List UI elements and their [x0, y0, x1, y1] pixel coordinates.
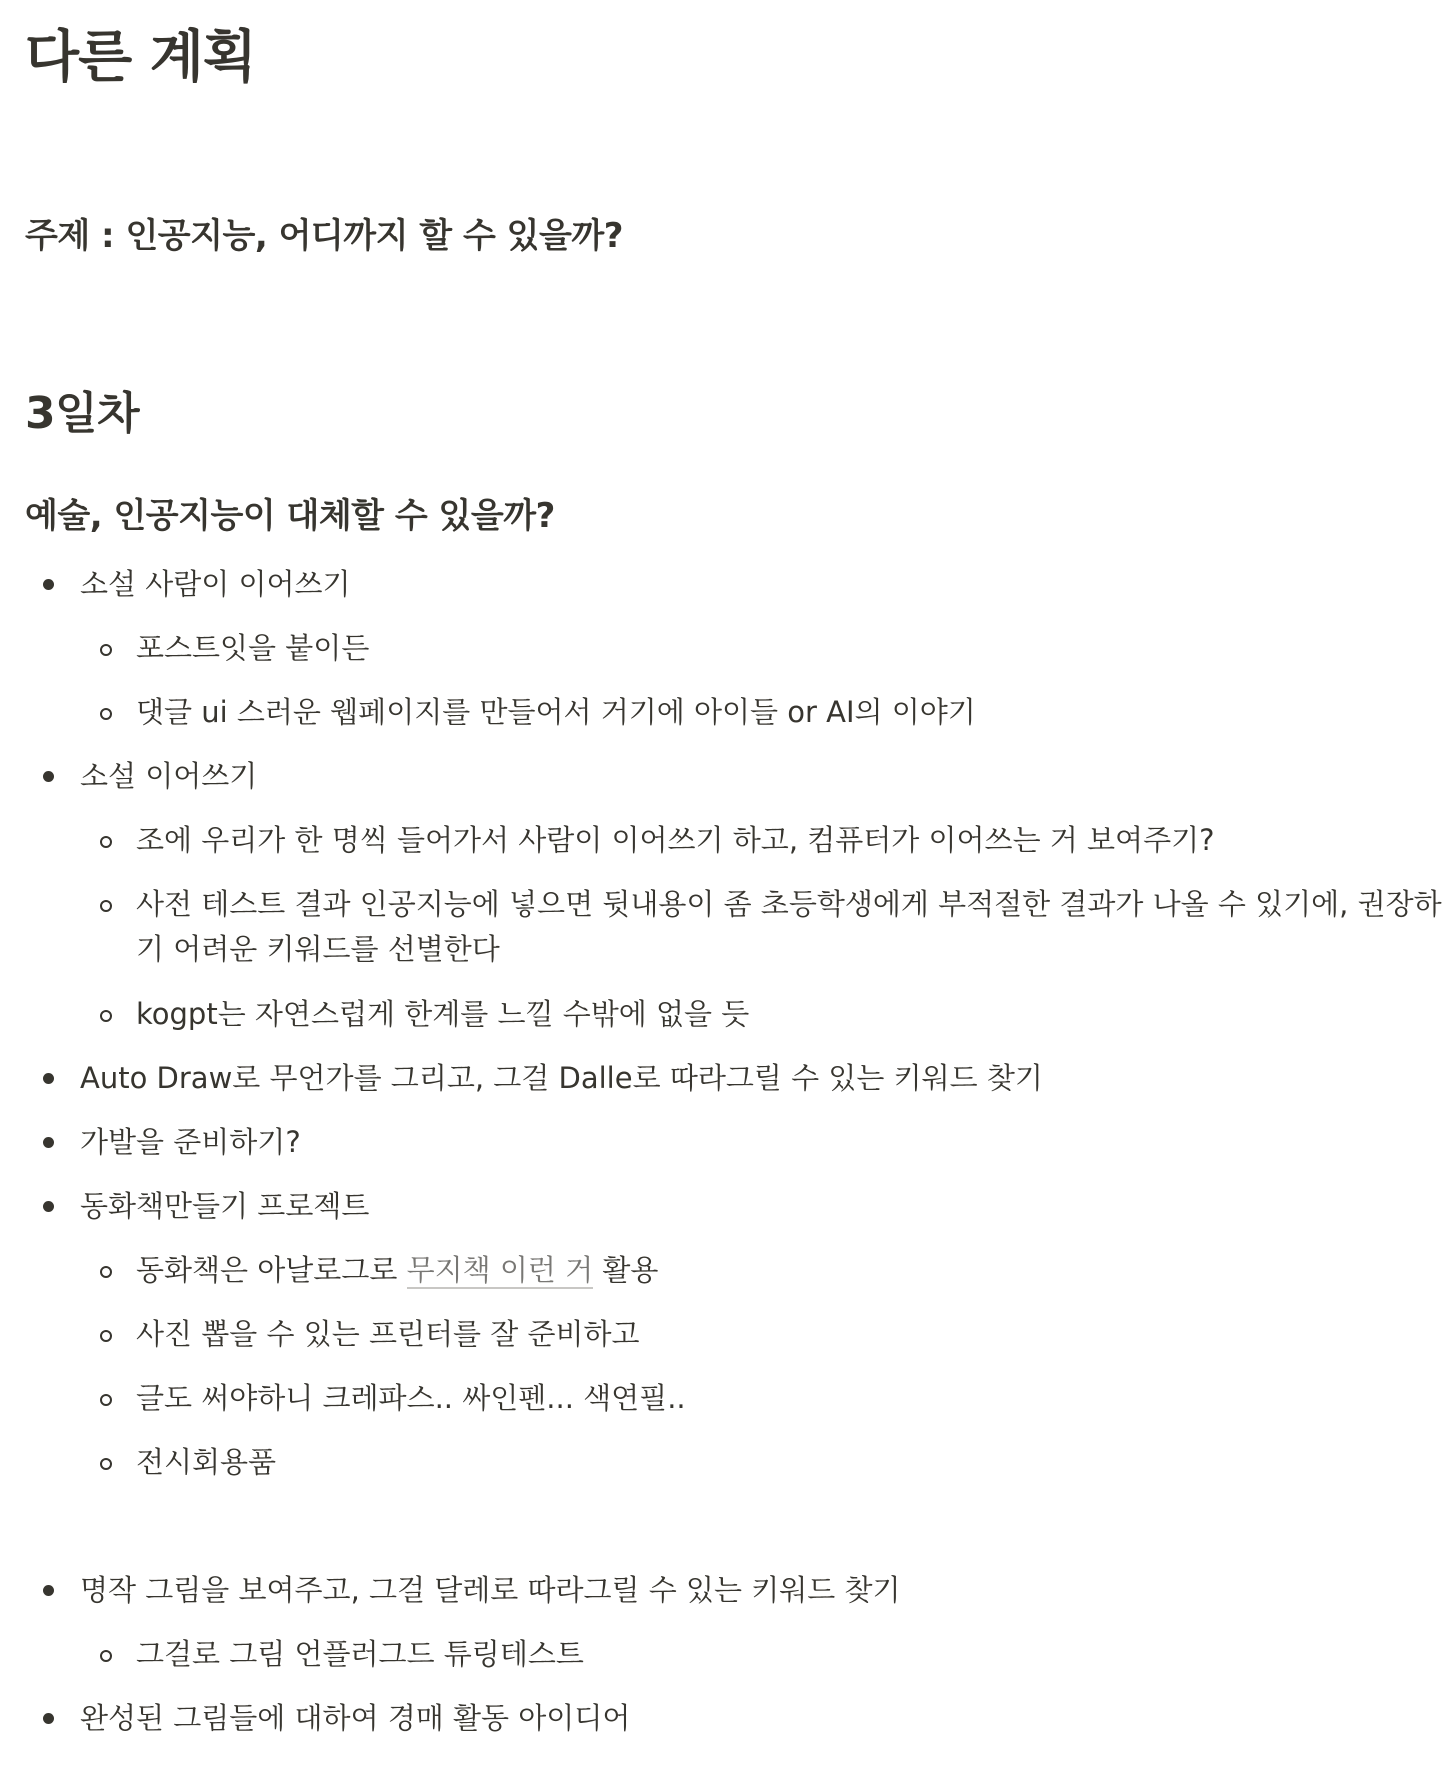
list-item-text: Auto Draw로 무언가를 그리고, 그걸 Dalle로 따라그릴 수 있는 키워드 찾기 — [80, 1061, 1043, 1095]
list-item-text: 포스트잇을 붙이든 — [136, 631, 370, 665]
hollow-bullet-icon — [100, 836, 112, 848]
muji-book-link[interactable]: 무지책 이런 거 — [406, 1253, 594, 1287]
page-title: 다른 계획 — [25, 25, 256, 90]
list-item-text-continued: 기 어려운 키워드를 선별한다 — [136, 932, 500, 966]
list-item-text: 조에 우리가 한 명씩 들어가서 사람이 이어쓰기 하고, 컴퓨터가 이어쓰는 거 보여주기? — [136, 823, 1215, 857]
hollow-bullet-icon — [100, 1394, 112, 1406]
bullet-icon — [43, 1713, 54, 1724]
list-item-text: kogpt는 자연스럽게 한계를 느낄 수밖에 없을 듯 — [136, 997, 750, 1031]
list-item-text: 소설 사람이 이어쓰기 — [80, 567, 351, 601]
bullet-icon — [43, 771, 54, 782]
hollow-bullet-icon — [100, 1266, 112, 1278]
list-item-text-before: 동화책은 아날로그로 — [136, 1253, 407, 1287]
list-item-text: 명작 그림을 보여주고, 그걸 달레로 따라그릴 수 있는 키워드 찾기 — [80, 1573, 901, 1607]
bullet-icon — [43, 1201, 54, 1212]
day-heading: 3일차 — [25, 388, 140, 439]
list-item-text: 댓글 ui 스러운 웹페이지를 만들어서 거기에 아이들 or AI의 이야기 — [136, 695, 976, 729]
list-item-text: 동화책만들기 프로젝트 — [80, 1189, 370, 1223]
list-item-text: 사전 테스트 결과 인공지능에 넣으면 뒷내용이 좀 초등학생에게 부적절한 결과가 나올 수 있기에, 권장하 — [136, 887, 1442, 921]
list-item-text: 글도 써야하니 크레파스.. 싸인펜... 색연필.. — [136, 1381, 686, 1415]
bullet-icon — [43, 1585, 54, 1596]
list-item-text: 소설 이어쓰기 — [80, 759, 258, 793]
hollow-bullet-icon — [100, 1650, 112, 1662]
hollow-bullet-icon — [100, 1458, 112, 1470]
hollow-bullet-icon — [100, 1010, 112, 1022]
hollow-bullet-icon — [100, 1330, 112, 1342]
bullet-icon — [43, 1137, 54, 1148]
list-item-text: 사진 뽑을 수 있는 프린터를 잘 준비하고 — [136, 1317, 640, 1351]
hollow-bullet-icon — [100, 708, 112, 720]
hollow-bullet-icon — [100, 900, 112, 912]
list-item-text — [136, 1248, 658, 1293]
list-item-text: 완성된 그림들에 대하여 경매 활동 아이디어 — [80, 1701, 631, 1735]
bullet-icon — [43, 579, 54, 590]
list-item-text: 가발을 준비하기? — [80, 1125, 301, 1159]
list-item-text-after: 활용 — [593, 1253, 659, 1287]
section-heading: 예술, 인공지능이 대체할 수 있을까? — [25, 496, 555, 536]
list-item-text: 그걸로 그림 언플러그드 튜링테스트 — [136, 1637, 584, 1671]
list-item-text: 전시회용품 — [136, 1445, 277, 1479]
hollow-bullet-icon — [100, 644, 112, 656]
bullet-icon — [43, 1073, 54, 1084]
topic-heading: 주제 : 인공지능, 어디까지 할 수 있을까? — [25, 216, 623, 256]
